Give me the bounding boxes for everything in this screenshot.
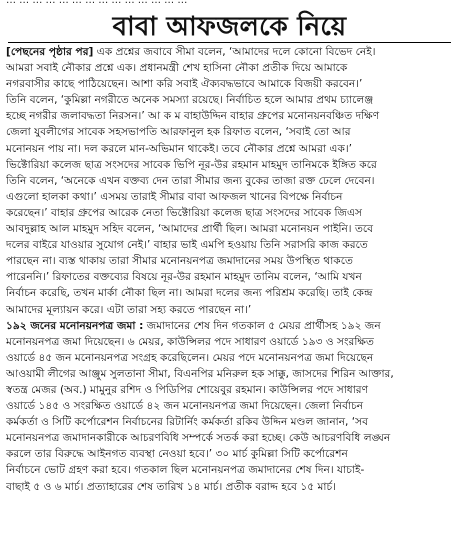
body-line: আমাদের মূল্যায়ন করে। এটা তারা সহ্য করতে পারছেন না।’ [6, 303, 252, 316]
body-line: নির্বাচনে ভোট গ্রহণ করা হবে। গতকাল ছিল মনোনয়নপত্র জমাদানের শেষ দিন। যাচাই- [6, 464, 365, 477]
subheading: ১৯২ জনের মনোনয়নপত্র জমা : [6, 319, 144, 332]
article-body [6, 44, 453, 531]
body-line: করেছেন।’ বাহার গ্রুপের আরেক নেতা ভিক্টোরিয়া কলেজ ছাত্র সংসদের সাবেক জিএস [6, 206, 363, 219]
body-line: করলে তার বিরুদ্ধে আইনগত ব্যবস্থা নেওয়া হবে।’ ৩০ মার্চ কুমিল্লা সিটি কর্পোরেশন [6, 448, 348, 461]
body-line: এগুলো হালকা কথা।’ এসময় তারাই সীমার বাবা আফজল খানের বিপক্ষে নির্বাচন [6, 190, 343, 203]
body-line: ভিক্টোরিয়া কলেজ ছাত্র সংসদের সাবেক ভিপি নূর-উর রহমান মাহমুদ তানিমকে ইঙ্গিত করে [6, 158, 377, 171]
body-line: জেলা যুবলীগের সাবেক সহসভাপতি আরফানুল হক রিফাত বলেন, ‘সবাই তো আর [6, 126, 351, 139]
body-line: মনোনয়নপত্র জমাদানকারীকে আচরণবিধি সম্পর্কে সতর্ক করা হচ্ছে। কেউ আচরণবিধি লঙ্ঘন [6, 432, 391, 445]
body-line: তিনি বলেন, ‘অনেকে এখন বক্তব্য দেন তারা সীমার জন্য বুকের তাজা রক্ত ঢেলে দেবেন। [6, 174, 375, 187]
body-line: পারেননি।’ রিফাতের বক্তব্যের বিষয়ে নূর-উর রহমান মাহমুদ তানিম বলেন, ‘আমি যখন [6, 271, 362, 284]
body-line: তিনি বলেন, ‘কুমিল্লা নগরীতে অনেক সমস্যা রয়েছে। নির্বাচিত হলে আমার প্রথম চ্যালেঞ্জ [6, 94, 374, 107]
body-line: ১৯২ জনের মনোনয়নপত্র জমা : জমাদানের শেষ দিন গতকাল ৫ মেয়র প্রার্থীসহ ১৯২ জন [6, 319, 381, 332]
body-line: হচ্ছে নগরীর জলাবদ্ধতা নিরসন।’ আ ক ম বাহাউদ্দিন বাহার গ্রুপের মনোনয়নবঞ্চিত দক্ষিণ [6, 110, 380, 123]
body-line: আবদুল্লাহ আল মাহমুদ সহিদ বলেন, ‘আমাদের প্রার্থী ছিল। আমরা মনোনয়ন পাইনি। তবে [6, 223, 374, 236]
body-line: ওয়ার্ডে ১৪৫ ও সংরক্ষিত ওয়ার্ডে ৪২ জন মনোনয়নপত্র জমা দিয়েছেন। জেলা নির্বাচন [6, 400, 364, 413]
body-line: মনোনয়নপত্র জমা দিয়েছেন। ৬ মেয়র, কাউন্সিলর পদে সাধারণ ওয়ার্ডে ১৯৩ ও সংরক্ষিত [6, 335, 374, 348]
body-line: নির্বাচন করেছি, তখন মার্কা নৌকা ছিল না। আমরা দলের জন্য পরিশ্রম করেছি। তাই কেন্দ্র [6, 287, 373, 300]
body-line: মনোনয়ন পায় না। দল করলে মান-অভিমান থাকেই। তবে নৌকার প্রশ্নে আমরা এক।’ [6, 142, 353, 155]
body-line: ওয়ার্ডে ৪৫ জন মনোনয়নপত্র সংগ্রহ করেছিলেন। মেয়র পদে মনোনয়নপত্র জমা দিয়েছেন [6, 351, 374, 364]
body-line: [পেছনের পৃষ্ঠার পর] এক প্রশ্নের জবাবে সীমা বলেন, ‘আমাদের দলে কোনো বিভেদ নেই। [6, 46, 376, 58]
headline-divider [8, 42, 451, 43]
body-line: কর্মকর্তা ও সিটি কর্পোরেশন নির্বাচনের রিটার্নিং কর্মকর্তা রকিব উদ্দিন মণ্ডল জানান, ‘সব [6, 416, 369, 429]
paragraph-1 [6, 44, 453, 318]
body-line: দলের বাইরে যাওয়ার সুযোগ নেই।’ বাহার ভাই এমপি হওয়ায় তিনি সরাসরি কাজ করতে [6, 239, 368, 252]
continuation-tag: [পেছনের পৃষ্ঠার পর] [6, 46, 94, 58]
body-line: বাছাই ৫ ও ৬ মার্চ। প্রত্যাহারের শেষ তারিখ ১৪ মার্চ। প্রতীক বরাদ্দ হবে ১৫ মার্চ। [6, 480, 336, 493]
body-line: নগরবাসীর কাছে পাঠিয়েছেন। আশা করি সবাই ঐক্যবদ্ধভাবে আমাকে বিজয়ী করবেন।’ [6, 78, 363, 91]
headline: বাবা আফজলকে নিয়ে [112, 12, 347, 42]
body-line: আওয়ামী লীগের আঞ্জুম সুলতানা সীমা, বিএনপির মনিরুল হক সাক্কু, জাসদের শিরিন আক্তার, [6, 367, 394, 380]
body-line: আমরা সবাই নৌকার প্রশ্নে এক। প্রধানমন্ত্রী শেখ হাসিনা নৌকা প্রতীক দিয়ে আমাকে [6, 62, 348, 75]
cut-off-previous-line: … … … … … … … … … … … … … … [6, 0, 188, 6]
paragraph-2 [6, 318, 453, 495]
body-line: স্বতন্ত্র মেজর (অব.) মামুনুর রশিদ ও পিডিপির শোয়েবুর রহমান। কাউন্সিলর পদে সাধারণ [6, 383, 369, 396]
body-line: পারছেন না। ব্যস্ত থাকায় তারা সীমার মনোনয়নপত্র জমাদানের সময় উপস্থিত থাকতে [6, 255, 353, 268]
